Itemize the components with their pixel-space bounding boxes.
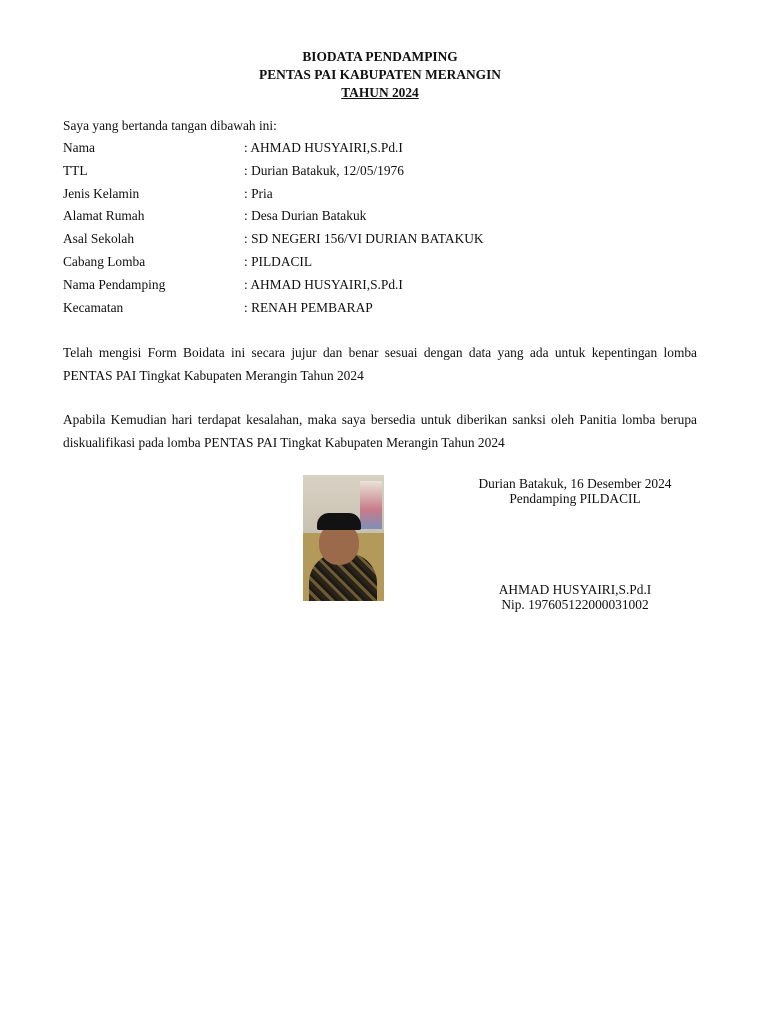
signature-place-date: Durian Batakuk, 16 Desember 2024 (478, 476, 672, 491)
field-row-ttl (63, 162, 484, 185)
field-row-alamat-rumah (63, 207, 484, 230)
field-value: : AHMAD HUSYAIRI,S.Pd.I (244, 276, 403, 292)
field-value: : RENAH PEMBARAP (244, 299, 373, 315)
signature-footer (445, 582, 705, 612)
participant-photo (303, 475, 384, 601)
sanction-paragraph: Apabila Kemudian hari terdapat kesalahan, maka saya bersedia untuk diberikan sanksi oleh Panitia lomba berupa diskualifikasi pada lomba PENTAS PAI Tingkat Kabupaten Merangin Tahun 2024 (63, 412, 697, 450)
field-label: Cabang Lomba (63, 253, 146, 269)
field-row-cabang-lomba (63, 253, 484, 276)
signature-role: Pendamping PILDACIL (509, 491, 641, 506)
signature-nip: Nip. 197605122000031002 (501, 597, 649, 612)
signature-header (445, 476, 705, 506)
field-label: Alamat Rumah (63, 208, 145, 224)
field-row-nama-pendamping (63, 276, 484, 299)
intro-text: Saya yang bertanda tangan dibawah ini: (63, 118, 277, 133)
field-row-jenis-kelamin (63, 185, 484, 208)
title-year: TAHUN 2024 (341, 85, 419, 100)
document-title (0, 48, 760, 102)
field-value: : AHMAD HUSYAIRI,S.Pd.I (244, 140, 403, 155)
photo-person-cap (317, 513, 361, 530)
field-row-asal-sekolah (63, 230, 484, 253)
statement-paragraph: Telah mengisi Form Boidata ini secara jujur dan benar sesuai dengan data yang ada untuk kepentingan lomba PENTAS PAI Tingkat Kabupaten Merangin Tahun 2024 (63, 345, 697, 383)
title-line-3 (0, 84, 760, 102)
field-row-nama (63, 139, 484, 162)
field-value: : SD NEGERI 156/VI DURIAN BATAKUK (244, 231, 484, 247)
field-value: : PILDACIL (244, 253, 313, 269)
field-label: Nama Pendamping (63, 276, 166, 292)
biodata-fields (63, 139, 484, 321)
signature-name: AHMAD HUSYAIRI,S.Pd.I (498, 582, 652, 597)
field-value: : Desa Durian Batakuk (244, 208, 367, 224)
field-label: Asal Sekolah (63, 231, 135, 247)
field-label: Nama (63, 140, 95, 155)
photo-background-poster (360, 481, 382, 529)
field-label: Kecamatan (63, 299, 124, 315)
title-line-2: PENTAS PAI KABUPATEN MERANGIN (259, 67, 501, 82)
field-row-kecamatan (63, 299, 484, 322)
field-value: : Durian Batakuk, 12/05/1976 (244, 162, 404, 178)
field-label: TTL (63, 162, 88, 178)
field-label: Jenis Kelamin (63, 185, 140, 201)
title-line-1: BIODATA PENDAMPING (302, 49, 458, 64)
field-value: : Pria (244, 185, 273, 201)
